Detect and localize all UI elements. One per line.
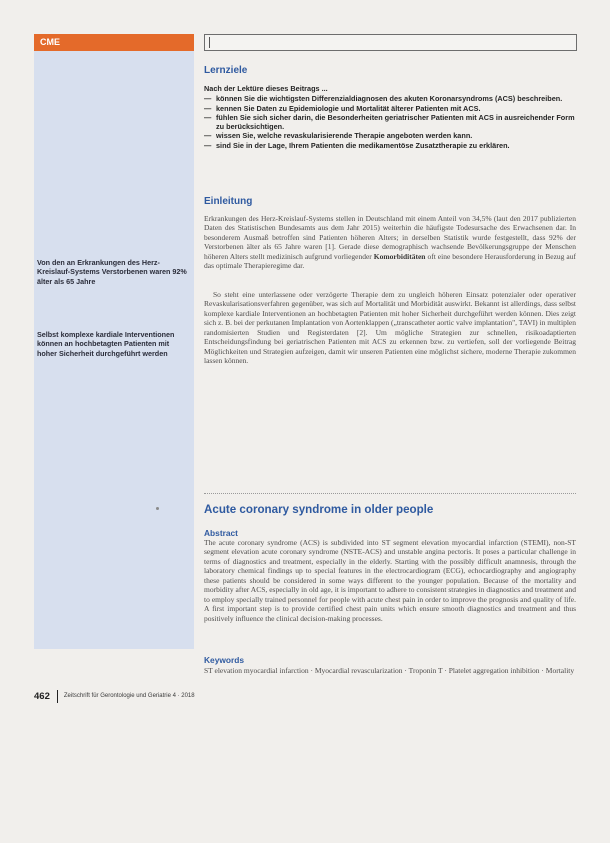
lernziele-heading: Lernziele bbox=[204, 65, 248, 76]
introduction-text: oft eine besondere Herausforderung in Bezug auf das optimale Therapieregime dar. bbox=[204, 251, 576, 271]
page-footer bbox=[34, 688, 195, 704]
keyword-highlight: Komorbiditäten bbox=[373, 251, 426, 261]
abstract-text: The acute coronary syndrome (ACS) is subdivided into ST segment elevation myocardial infarction (STEMI), non-ST segment elevation acute coronary syndrome (NSTE-ACS) and unstable angina pectoris. It poses a particular challenge in terms of diagnostics and treatment, especially in the elderly. Starting with the possibly difficult anamnesis, through the laboratory chemical findings up to special features in the electrocardiogram (ECG), echocardiography and angiography these patients should be considered in some ways different to the younger population. Because of the mortality and morbidity after ACS, especially in old age, it is important to adhere to consistent strategies in diagnostics and treatment and to employ specially trained personnel for people with acute chest pain in order to improve the prognosis and quality of life. A first important step is to provide certified chest pain units which ensure smooth diagnostics and treatment and thus positively influence the clinical decision-making processes. bbox=[204, 538, 576, 623]
page-number: 462 bbox=[34, 690, 50, 702]
english-title: Acute coronary syndrome in older people bbox=[204, 503, 434, 516]
learning-goal-item: — können Sie die wichtigsten Differenzialdiagnosen des akuten Koronarsyndroms (ACS) beschreiben. bbox=[204, 94, 582, 103]
learning-goal-item: — sind Sie in der Lage, Ihrem Patienten die medikamentöse Zusatztherapie zu erklären. bbox=[204, 141, 582, 150]
header-box-marker bbox=[209, 37, 210, 48]
margin-note: Selbst komplexe kardiale Interventionen können an hochbetagten Patienten mit hoher Sicherheit durchgeführt werden bbox=[37, 330, 175, 358]
learning-goals-intro: Nach der Lektüre dieses Beitrags ... bbox=[204, 84, 328, 93]
learning-goal-item: — fühlen Sie sich sicher darin, die Besonderheiten geriatrischer Patienten mit ACS in ausreichender Form zu berücksichtigen. bbox=[204, 113, 582, 132]
learning-goal-item: — kennen Sie Daten zu Epidemiologie und Mortalität älterer Patienten mit ACS. bbox=[204, 104, 582, 113]
section-divider bbox=[204, 493, 576, 495]
keywords-heading: Keywords bbox=[204, 655, 245, 665]
abstract-heading: Abstract bbox=[204, 528, 238, 538]
einleitung-heading: Einleitung bbox=[204, 196, 253, 207]
learning-goals bbox=[204, 84, 582, 150]
margin-note: Von den an Erkrankungen des Herz-Kreislauf-Systems Verstorbenen waren 92% älter als 65 Jahre bbox=[37, 258, 187, 286]
introduction-text: Erkrankungen des Herz-Kreislauf-Systems stellen in Deutschland mit einem Anteil von 34,5% (laut den 2017 publizierten Daten des Statistischen Bundesamts aus dem Jahr 2015) weiterhin die häufigste Todesursache des Erwachsenen dar. In besonderem Ausmaß betroffen sind Patienten höheren Alters; in derselben Statistik wurde festgestellt, dass 92% der Verstorbenen älter als 65 Jahre waren [1]. Gerade diese demographisch wachsende Bevölkerungsgruppe der Menschen höheren Alters stellt medizinisch aufgrund vorliegender bbox=[204, 214, 576, 261]
introduction-paragraph-1 bbox=[204, 214, 576, 271]
section-tag: CME bbox=[34, 34, 194, 51]
introduction-paragraph-2: So steht eine unterlassene oder verzögerte Therapie dem zu ungleich höheren Einsatz potenzialer oder operativer Revaskularisationsverfahren gegenüber, was sich auf Mortalität und Morbidität auswirkt. Bekannt ist allerdings, dass selbst komplexe kardiale Interventionen an hochbetagten Patienten mit hoher Sicherheit durchgeführt werden können. Dies zeigt sich z. B. bei der perkutanen Implantation von Aortenklappen („transcatheter aortic valve implantation", TAVI) in multiplen randomisierten Studien und Registerdaten [2]. Um mögliche Strategien zur schnellen, risikoadaptierten Entscheidungsfindung bei geriatrischen Patienten mit ACS zu erkennen bzw. zu vertiefen, soll der vorliegende Beitrag Möglichkeiten und Strategien aufzeigen, damit wir unseren Patienten eine möglichst sichere, moderne Therapie zukommen lassen können. bbox=[204, 290, 576, 366]
learning-goal-item: — wissen Sie, welche revaskularisierende Therapie angeboten werden kann. bbox=[204, 131, 582, 140]
journal-name: Zeitschrift für Gerontologie und Geriatrie 4 · 2018 bbox=[63, 693, 195, 699]
keywords-text: ST elevation myocardial infarction · Myocardial revascularization · Troponin T · Platelet aggregation inhibition · Mortality bbox=[204, 666, 575, 675]
learning-goals-list bbox=[204, 94, 582, 150]
header-box bbox=[204, 34, 577, 51]
scan-speck bbox=[156, 507, 159, 510]
footer-separator bbox=[57, 690, 58, 703]
